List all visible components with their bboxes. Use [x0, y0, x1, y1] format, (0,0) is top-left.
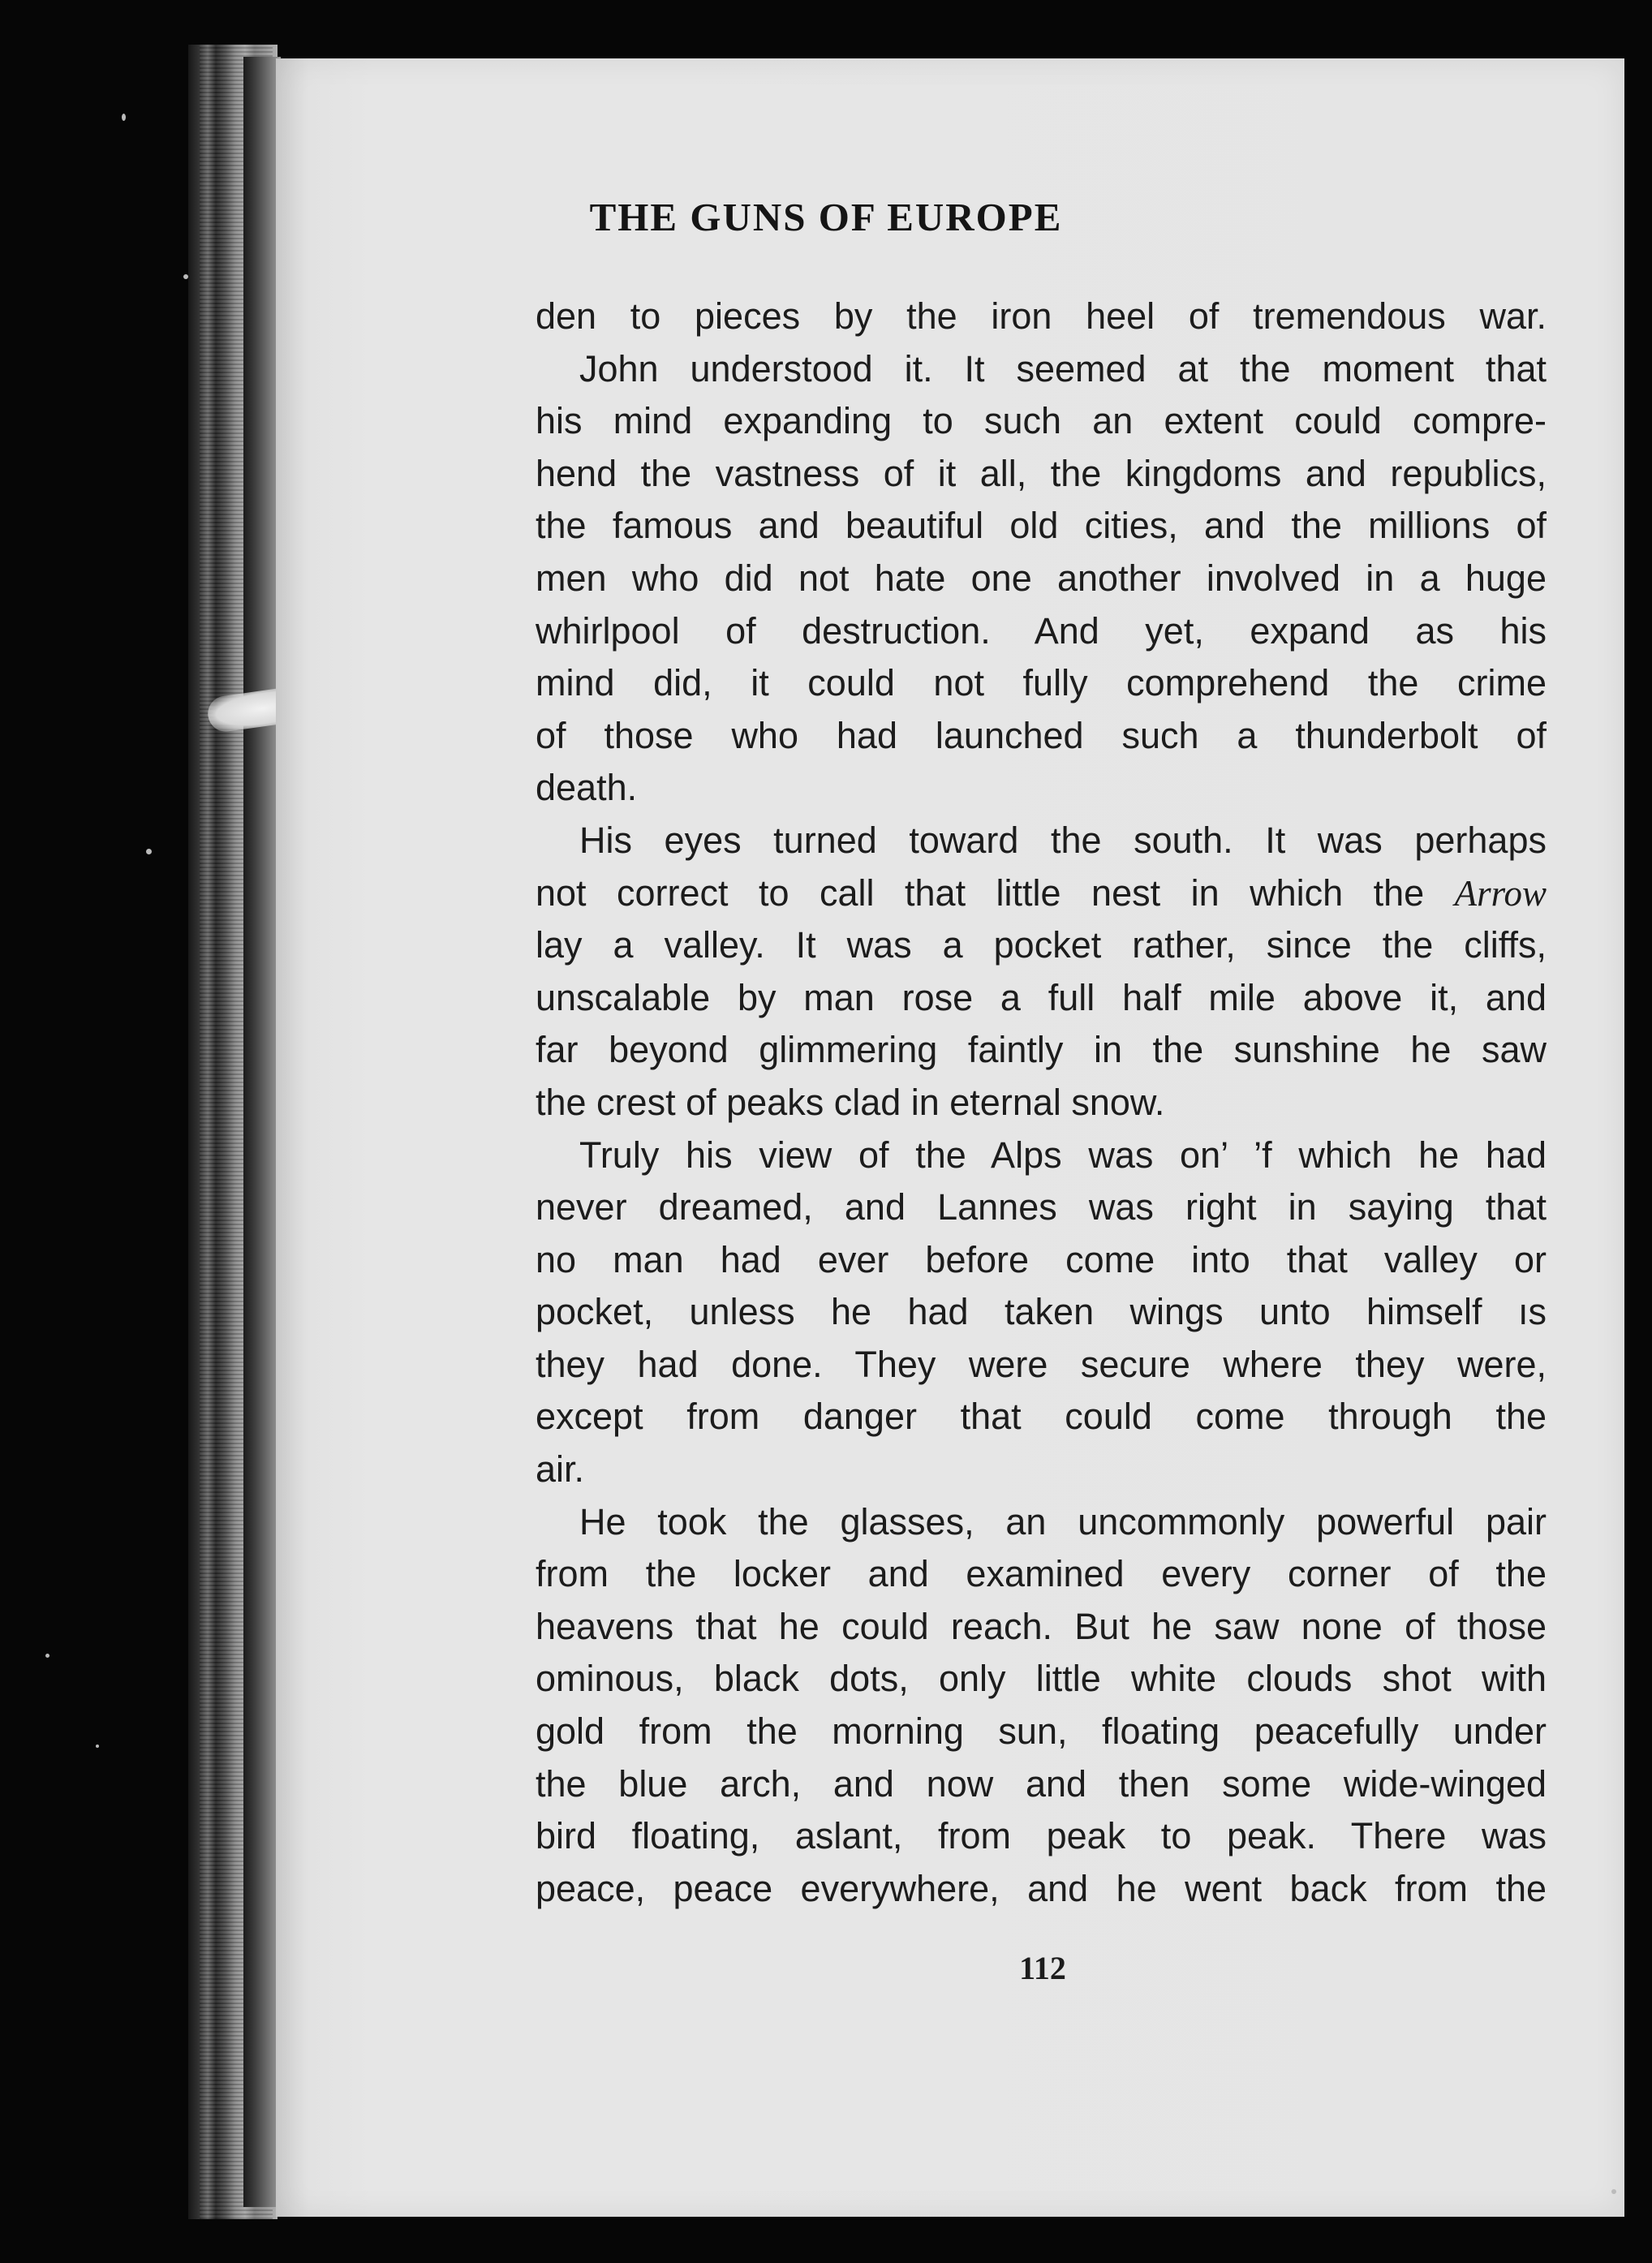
text-line: men who did not hate one another involved in a huge	[536, 557, 1547, 599]
text-line: air.	[536, 1448, 585, 1491]
text-line: death.	[536, 767, 638, 809]
text-line: never dreamed, and Lannes was right in saying that	[536, 1186, 1547, 1228]
italic-ship-name: Arrow	[1454, 872, 1547, 914]
text-segment: not correct to call that little nest in which the	[536, 871, 1455, 914]
scan-speck	[122, 114, 126, 121]
text-line: heavens that he could reach. But he saw none of those	[536, 1605, 1547, 1647]
scan-speck	[45, 1654, 49, 1658]
text-line: His eyes turned toward the south. It was perhaps	[579, 819, 1547, 861]
scan-speck	[1611, 2189, 1616, 2194]
text-line: the famous and beautiful old cities, and the millions of	[536, 505, 1547, 547]
text-line: gold from the morning sun, floating peacefully under	[536, 1710, 1547, 1753]
text-line: bird floating, aslant, from peak to peak. There was	[536, 1815, 1547, 1857]
page-body-text	[536, 290, 1547, 1915]
text-line: lay a valley. It was a pocket rather, since the cliffs,	[536, 924, 1547, 966]
running-head: THE GUNS OF EUROPE	[589, 195, 1063, 239]
scan-speck	[96, 1745, 99, 1748]
text-line: no man had ever before come into that valley or	[536, 1238, 1547, 1280]
text-line: peace, peace everywhere, and he went back from the	[536, 1867, 1547, 1909]
text-line: whirlpool of destruction. And yet, expand as his	[536, 609, 1547, 652]
scan-speck	[183, 274, 188, 279]
text-line: far beyond glimmering faintly in the sunshine he saw	[536, 1029, 1547, 1071]
text-line: John understood it. It seemed at the moment that	[579, 347, 1547, 389]
text-line: the crest of peaks clad in eternal snow.	[536, 1081, 1165, 1123]
text-line: unscalable by man rose a full half mile above it, and	[536, 976, 1547, 1018]
text-line: the blue arch, and now and then some wide-winged	[536, 1762, 1547, 1805]
text-line: den to pieces by the iron heel of tremendous war.	[536, 295, 1547, 337]
text-line: ominous, black dots, only little white clouds shot with	[536, 1658, 1547, 1700]
text-line: of those who had launched such a thunderbolt of	[536, 714, 1547, 756]
text-line: Truly his view of the Alps was on’ ’f which he had	[579, 1134, 1547, 1176]
scan-speck	[146, 849, 152, 854]
page-number: 112	[1019, 1950, 1066, 1986]
text-line: mind did, it could not fully comprehend the crime	[536, 662, 1547, 704]
text-line	[536, 867, 1547, 920]
text-line: they had done. They were secure where they were,	[536, 1343, 1547, 1385]
text-line: except from danger that could come through the	[536, 1396, 1547, 1438]
text-line: He took the glasses, an uncommonly powerful pair	[579, 1500, 1547, 1542]
text-line: his mind expanding to such an extent could compre-	[536, 400, 1547, 442]
text-line: from the locker and examined every corner of the	[536, 1553, 1547, 1595]
text-line: pocket, unless he had taken wings unto himself ıs	[536, 1291, 1547, 1333]
text-line: hend the vastness of it all, the kingdoms and republics,	[536, 452, 1547, 494]
